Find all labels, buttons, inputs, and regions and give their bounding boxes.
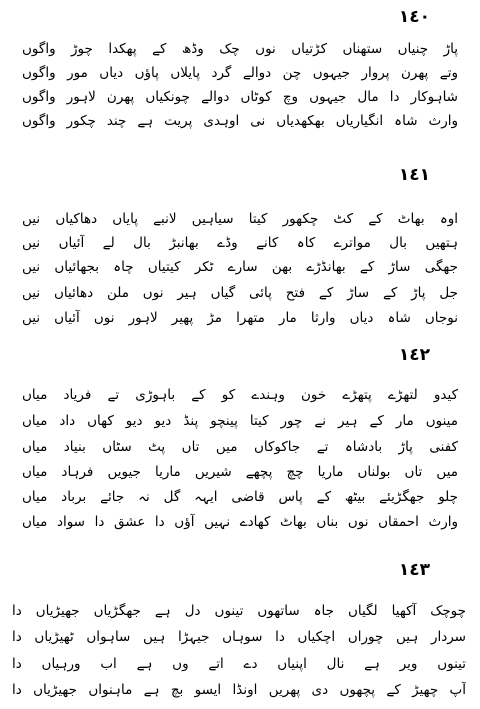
verse-line: وارث احمقاں نوں بناں بھاٹ کھادے نہیں آؤں دا عشق دا سواد میاں: [22, 514, 458, 530]
verse-number: ١٤٣: [398, 560, 430, 580]
verse-line: کیدو لتھڑے پتھڑے خون وہندے کو کے باہوڑی تے فریاد میاں: [22, 387, 458, 403]
verse-line: اوہ بھاٹ کے کٹ چکھور کیتا سیاہیں لانبے پایاں دھاکیاں نیں: [22, 211, 458, 227]
verse-line: سردار ہیں چوراں اچکیاں دا سوہاں جیہڑا ہیں ساہواں ٹھیڑیاں دا: [12, 629, 466, 645]
verse-number: ١٤١: [398, 165, 430, 185]
verse-line: تینوں ویر ہے نال اپنیاں دے اتے وں ہے اب ورہیاں دا: [12, 656, 466, 672]
verse-line: جھگی ساڑ کے بھانڈڑے بھن سارے ٹکر کیتیاں چاہ بجھائیاں نیں: [22, 259, 458, 275]
verse-line: نوجاں شاہ دیاں وارثا مار متھرا مڑ پھیر لاہور نوں آئیاں نیں: [22, 310, 458, 326]
verse-number: ١٤٢: [398, 345, 430, 365]
verse-line: پاڑ چنیاں ستھناں کڑتیاں نوں چک وڈھ کے پھکدا چوڑ واگوں: [22, 41, 458, 57]
verse-line: شاہوکار دا مال جیہوں وچ کوٹاں دوالے چونکیاں پھرن لاہور واگوں: [22, 89, 458, 105]
verse-line: چوچک آکھیا لگیاں جاہ ساتھوں تینوں دل ہے جھگڑیاں جھیڑیاں دا: [12, 603, 466, 619]
verse-line: جل پاڑ کے ساڑ کے فتح پائی گیاں ہیر نوں ملن دھائیاں نیں: [22, 285, 458, 301]
verse-number: ١٤٠: [398, 7, 430, 27]
verse-line: ہتھیں بال مواترے کاہ کانے وڈے بھانبڑ بال لے آئیاں نیں: [22, 235, 458, 251]
verse-line: میں تاں بولناں ماریا چچ پچھے شیریں ماریا جیویں فرہاد میاں: [22, 464, 458, 480]
verse-line: وارث شاہ انگیاریاں بھکھدیاں نی اوہدی پریت ہے چند چکور واگوں: [22, 113, 458, 129]
verse-line: چلو جھگڑیئے بیٹھ کے پاس قاضی ایہہ گل نہ جائے برباد میاں: [22, 489, 458, 505]
verse-line: کفنی پاڑ بادشاہ تے جاکوکاں میں تاں پٹ سٹاں بنیاد میاں: [22, 439, 458, 455]
verse-line: آپ چھیڑ کے پچھوں دی پھریں اونڈا ایسو بچ ہے ماہنواں جھیڑیاں دا: [12, 682, 466, 698]
verse-line: وتے پھرن پروار جیہوں چن دوالے گرد پایلاں پاؤں دیاں مور واگوں: [22, 65, 458, 81]
verse-line: مینوں مار کے ہیر نے چور کیتا پینچو پنڈ دیو دیو کھاں داد میاں: [22, 413, 458, 429]
